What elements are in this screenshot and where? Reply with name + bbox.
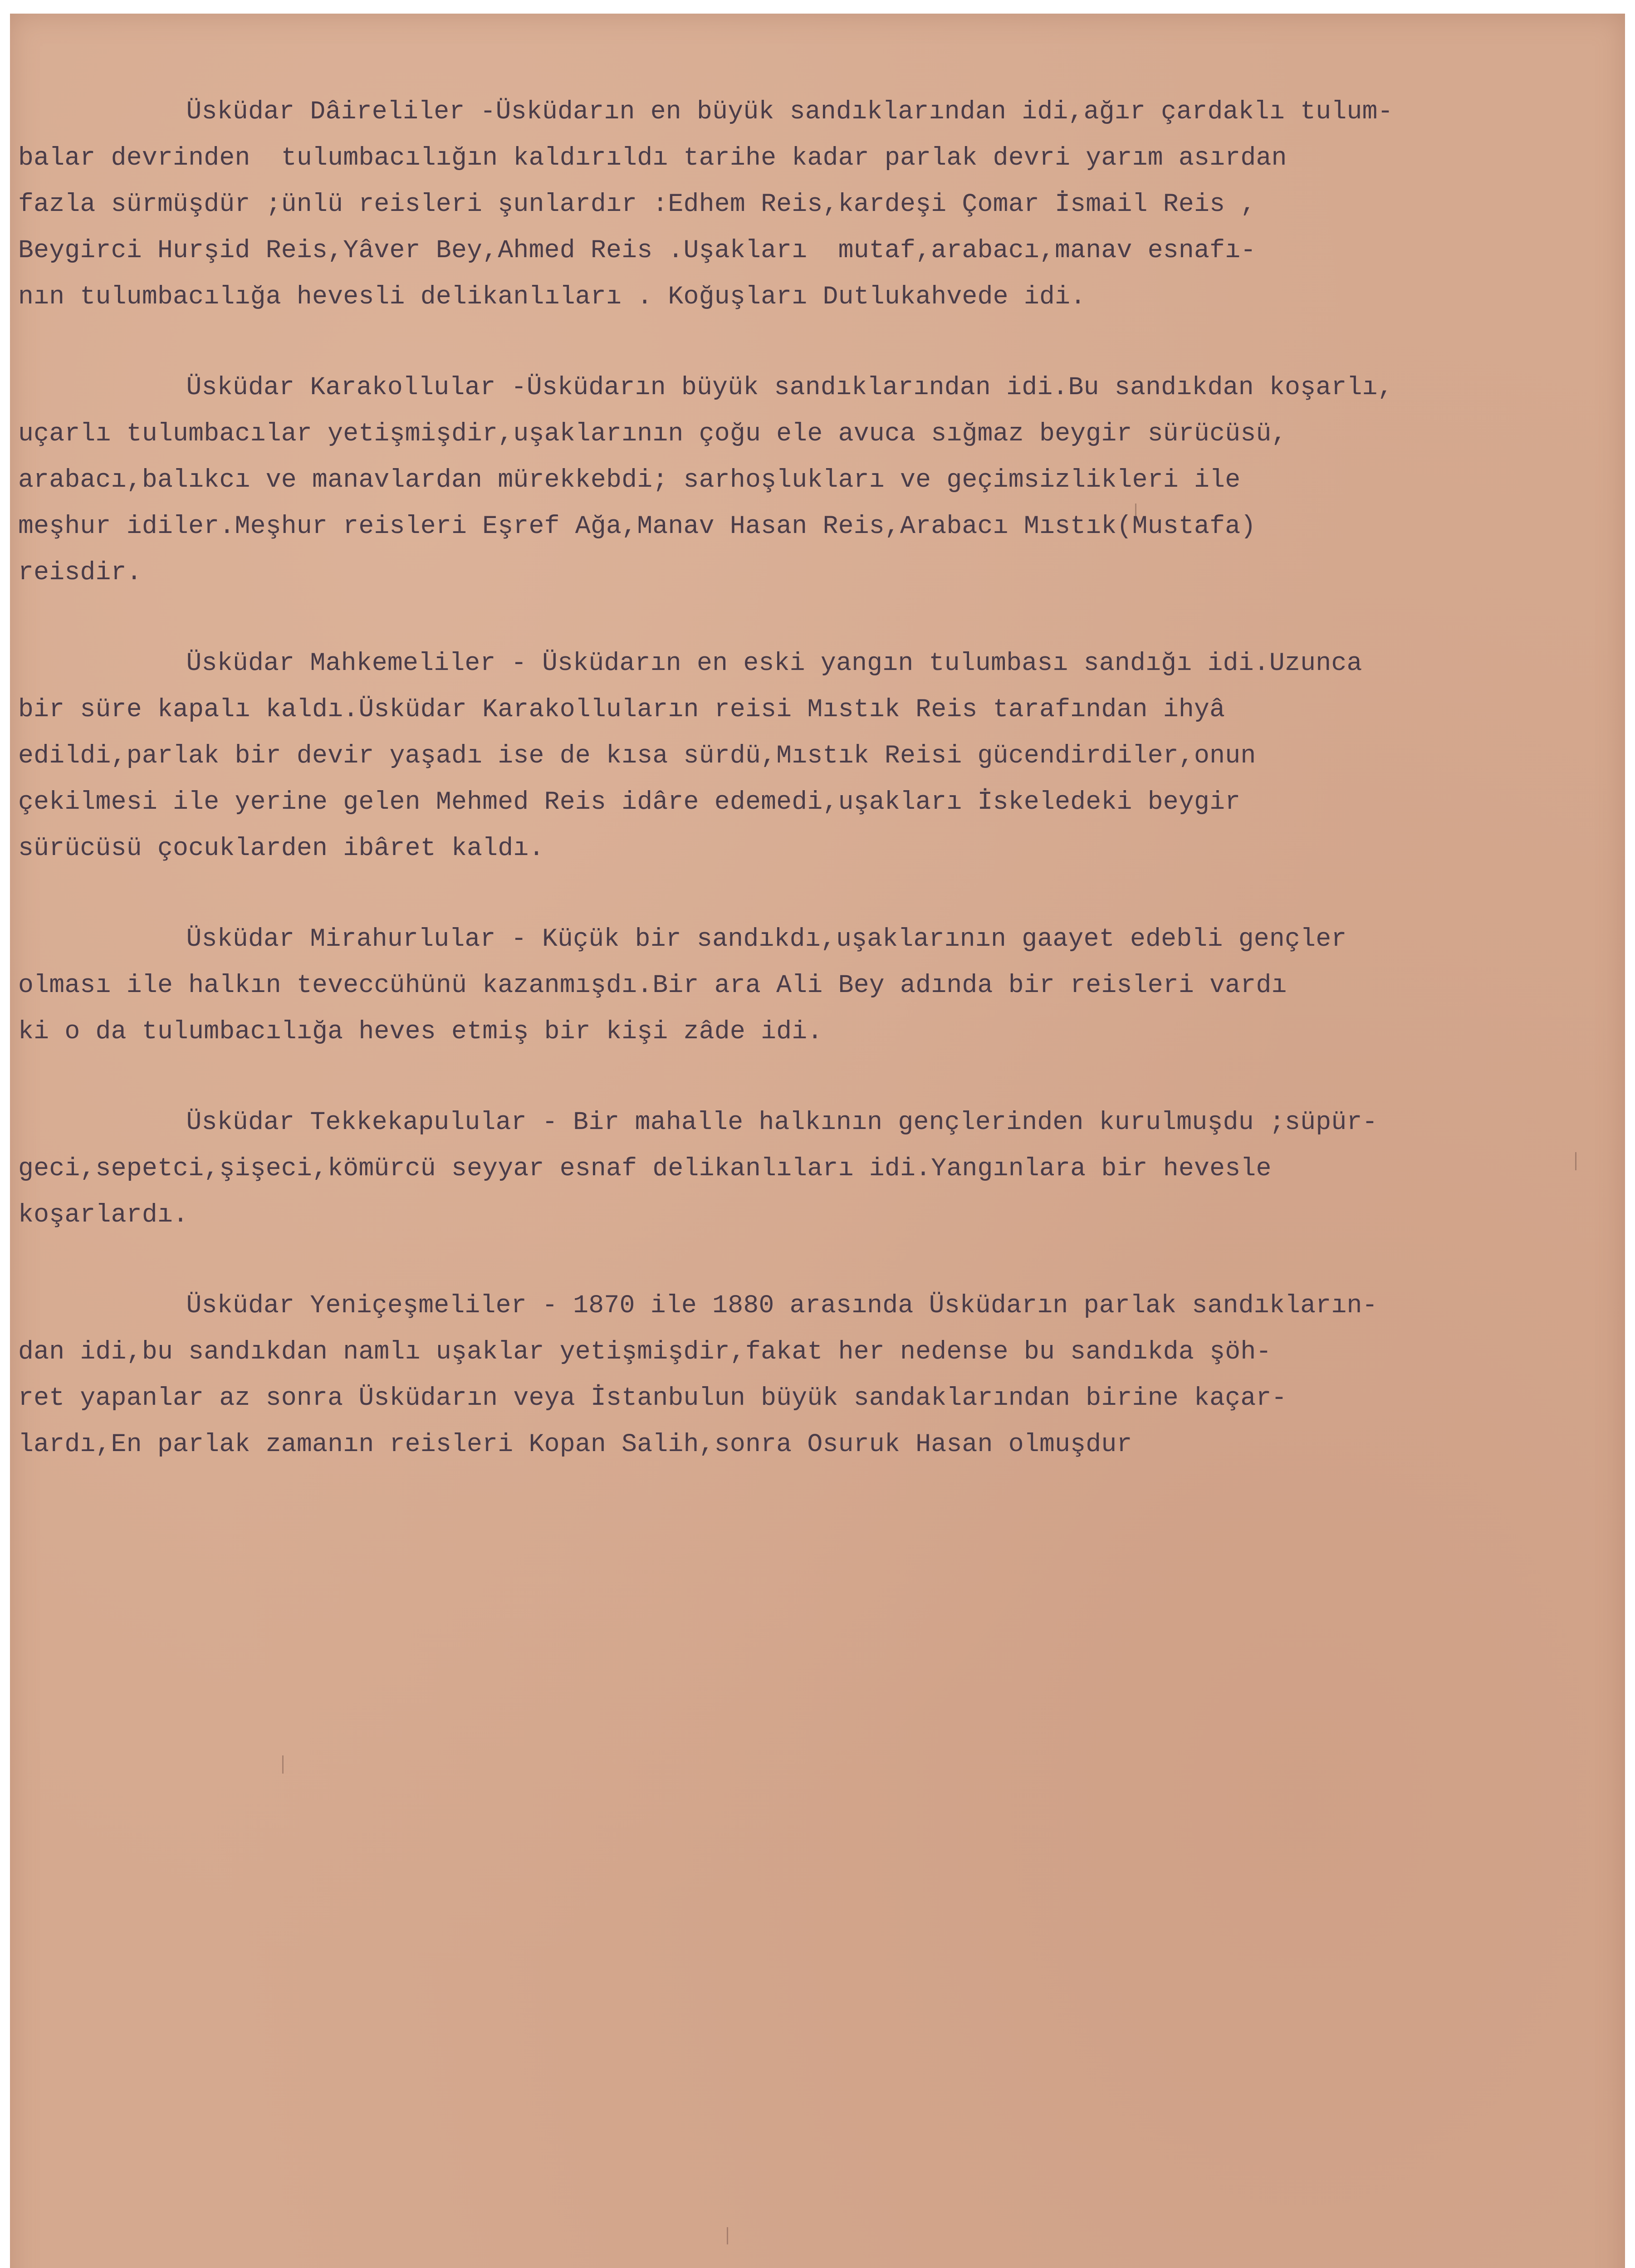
text-line: Üsküdar Tekkekapulular - Bir mahalle halkının gençlerinden kurulmuşdu ;süpür- (109, 1108, 1378, 1137)
paragraph-daireliler (18, 88, 1620, 320)
text-line: geci,sepetci,şişeci,kömürcü seyyar esnaf delikanlıları idi.Yangınlara bir hevesle (18, 1154, 1272, 1183)
text-line: ki o da tulumbacılığa heves etmiş bir kişi zâde idi. (18, 1017, 823, 1046)
text-line: Üsküdar Mirahurlular - Küçük bir sandıkdı,uşaklarının gaayet edebli gençler (109, 924, 1347, 953)
typed-document-body (18, 88, 1620, 1512)
text-line: ret yapanlar az sonra Üsküdarın veya İstanbulun büyük sandaklarından birine kaçar- (18, 1383, 1287, 1413)
text-line: balar devrinden tulumbacılığın kaldırıldı tarihe kadar parlak devri yarım asırdan (18, 143, 1287, 172)
text-line: meşhur idiler.Meşhur reisleri Eşref Ağa,Manav Hasan Reis,Arabacı Mıstık(Mustafa) (18, 512, 1256, 541)
text-line: Üsküdar Mahkemeliler - Üsküdarın en eski yangın tulumbası sandığı idi.Uzunca (109, 649, 1362, 678)
text-line: edildi,parlak bir devir yaşadı ise de kısa sürdü,Mıstık Reisi gücendirdiler,onun (18, 741, 1256, 770)
text-line: dan idi,bu sandıkdan namlı uşaklar yetişmişdir,fakat her nedense bu sandıkda şöh- (18, 1337, 1272, 1366)
paragraph-mahkemeliler (18, 640, 1620, 871)
text-line: çekilmesi ile yerine gelen Mehmed Reis idâre edemedi,uşakları İskeledeki beygir (18, 787, 1241, 816)
text-line: arabacı,balıkcı ve manavlardan mürekkebdi; sarhoşlukları ve geçimsizlikleri ile (18, 465, 1241, 494)
paper-blemish (282, 1755, 284, 1774)
paragraph-yenicesmeliler (18, 1282, 1620, 1467)
text-line: Beygirci Hurşid Reis,Yâver Bey,Ahmed Reis .Uşakları mutaf,arabacı,manav esnafı- (18, 236, 1256, 265)
text-line: reisdir. (18, 558, 142, 587)
text-line: koşarlardı. (18, 1200, 189, 1229)
paragraph-karakollular (18, 364, 1620, 596)
paragraph-tekkekapulular (18, 1099, 1620, 1238)
text-line: Üsküdar Karakollular -Üsküdarın büyük sandıklarından idi.Bu sandıkdan koşarlı, (109, 373, 1393, 402)
text-line: olması ile halkın teveccühünü kazanmışdı.Bir ara Ali Bey adında bir reisleri vardı (18, 971, 1287, 1000)
text-line: sürücüsü çocuklarden ibâret kaldı. (18, 834, 544, 863)
paper-blemish (727, 2227, 728, 2244)
text-line: bir süre kapalı kaldı.Üsküdar Karakolluların reisi Mıstık Reis tarafından ihyâ (18, 695, 1225, 724)
text-line: Üsküdar Yeniçeşmeliler - 1870 ile 1880 arasında Üsküdarın parlak sandıkların- (109, 1291, 1378, 1320)
text-line: nın tulumbacılığa hevesli delikanlıları . Koğuşları Dutlukahvede idi. (18, 282, 1086, 311)
text-line: lardı,En parlak zamanın reisleri Kopan Salih,sonra Osuruk Hasan olmuşdur (18, 1430, 1132, 1459)
text-line: uçarlı tulumbacılar yetişmişdir,uşaklarının çoğu ele avuca sığmaz beygir sürücüsü, (18, 419, 1287, 448)
text-line: fazla sürmüşdür ;ünlü reisleri şunlardır :Edhem Reis,kardeşi Çomar İsmail Reis , (18, 190, 1256, 219)
text-line: Üsküdar Dâireliler -Üsküdarın en büyük sandıklarından idi,ağır çardaklı tulum- (109, 97, 1393, 126)
paragraph-mirahurlular (18, 916, 1620, 1055)
